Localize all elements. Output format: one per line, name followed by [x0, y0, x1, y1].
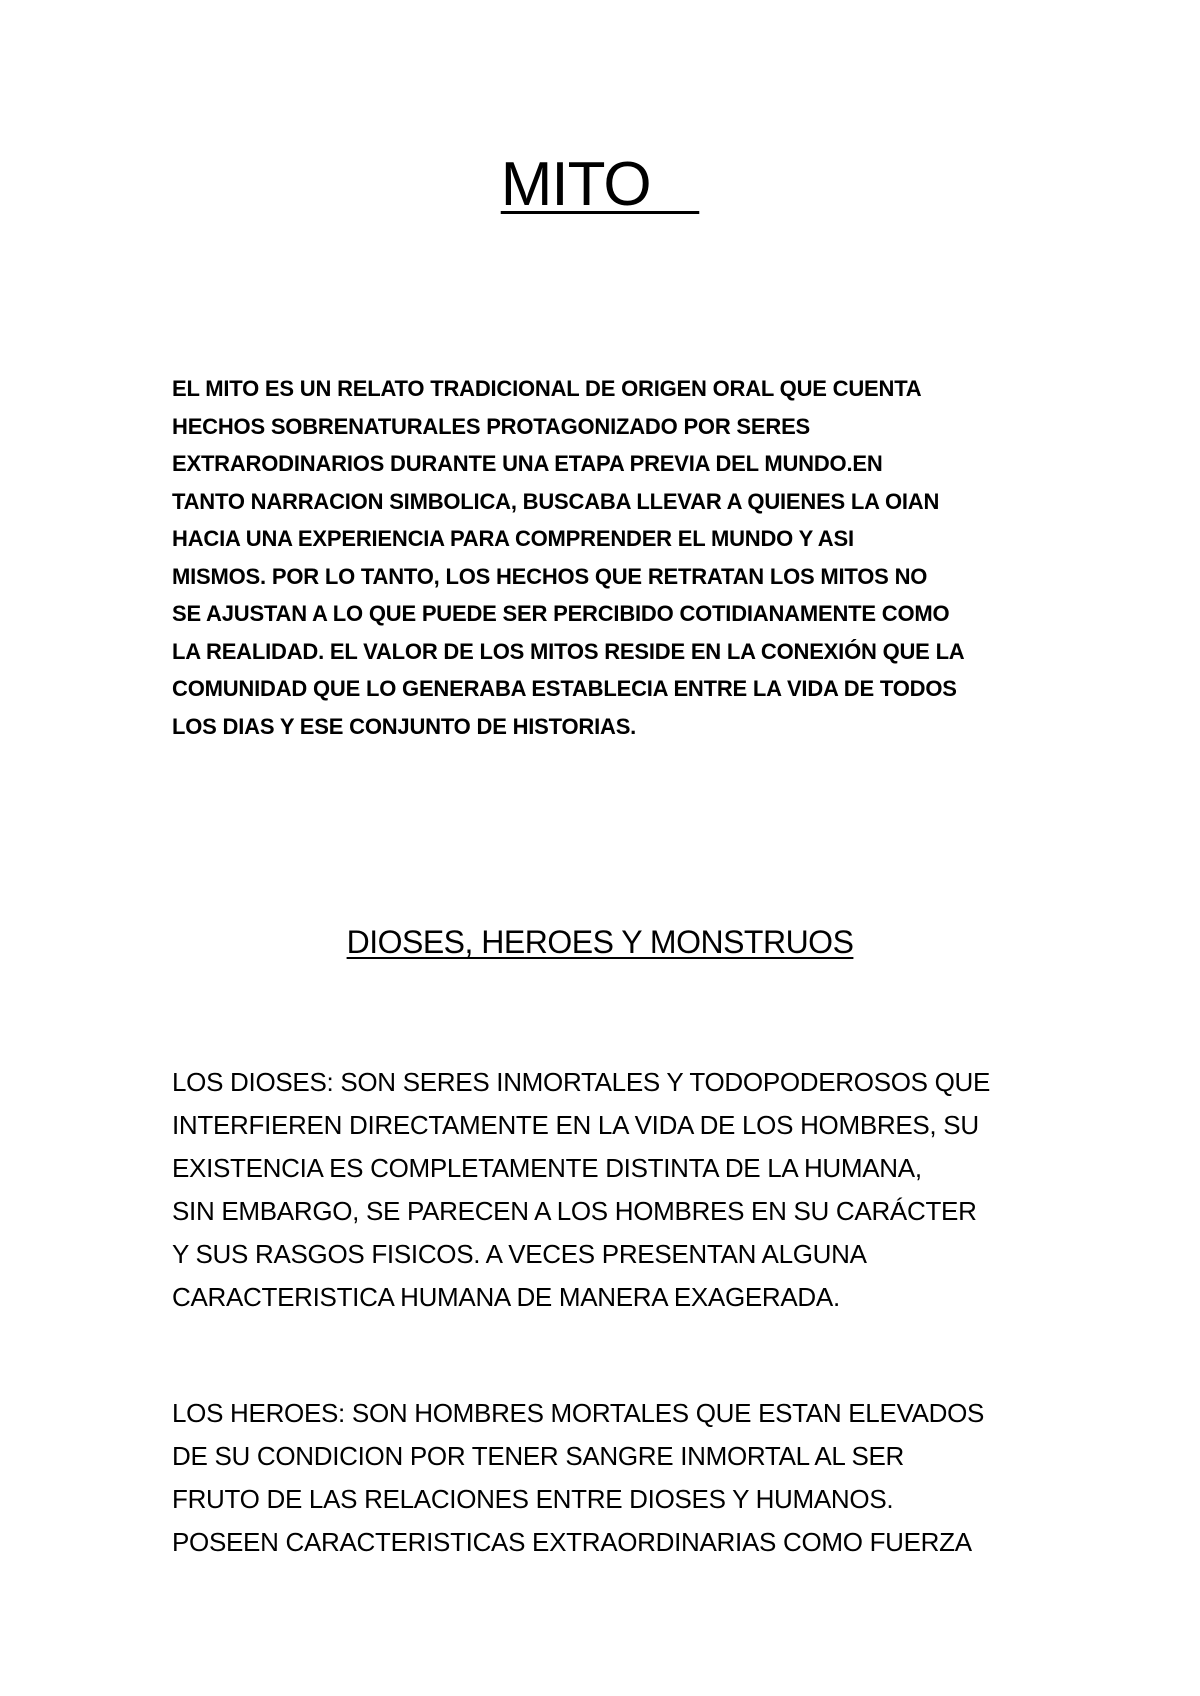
dioses-line: EXISTENCIA ES COMPLETAMENTE DISTINTA DE LA HUMANA,: [172, 1153, 922, 1183]
dioses-line: Y SUS RASGOS FISICOS. A VECES PRESENTAN ALGUNA: [172, 1239, 867, 1269]
intro-line: LA REALIDAD. EL VALOR DE LOS MITOS RESIDE EN LA CONEXIÓN QUE LA: [172, 638, 965, 664]
heroes-line: POSEEN CARACTERISTICAS EXTRAORDINARIAS COMO FUERZA: [172, 1527, 972, 1557]
intro-line: EXTRARODINARIOS DURANTE UNA ETAPA PREVIA DEL MUNDO.EN: [172, 451, 883, 476]
intro-paragraph: [172, 370, 1032, 745]
section-heading: [0, 922, 1200, 962]
heroes-paragraph: [172, 1392, 1052, 1564]
document-title: [0, 150, 1200, 220]
heroes-line: FRUTO DE LAS RELACIONES ENTRE DIOSES Y HUMANOS.: [172, 1484, 894, 1514]
dioses-line: INTERFIEREN DIRECTAMENTE EN LA VIDA DE LOS HOMBRES, SU: [172, 1110, 979, 1140]
intro-line: HACIA UNA EXPERIENCIA PARA COMPRENDER EL MUNDO Y ASI: [172, 526, 854, 551]
intro-line: COMUNIDAD QUE LO GENERABA ESTABLECIA ENTRE LA VIDA DE TODOS: [172, 676, 957, 701]
intro-line: EL MITO ES UN RELATO TRADICIONAL DE ORIGEN ORAL QUE CUENTA: [172, 376, 922, 401]
heroes-line: DE SU CONDICION POR TENER SANGRE INMORTAL AL SER: [172, 1441, 905, 1471]
intro-line: MISMOS. POR LO TANTO, LOS HECHOS QUE RETRATAN LOS MITOS NO: [172, 563, 928, 589]
section-heading-text: DIOSES, HEROES Y MONSTRUOS: [346, 924, 854, 960]
dioses-line: CARACTERISTICA HUMANA DE MANERA EXAGERADA.: [172, 1282, 840, 1312]
dioses-paragraph: [172, 1061, 1052, 1319]
dioses-line: SIN EMBARGO, SE PARECEN A LOS HOMBRES EN SU CARÁCTER: [172, 1196, 977, 1226]
intro-line: SE AJUSTAN A LO QUE PUEDE SER PERCIBIDO COTIDIANAMENTE COMO: [172, 601, 950, 626]
intro-line: HECHOS SOBRENATURALES PROTAGONIZADO POR SERES: [172, 413, 811, 439]
intro-line: LOS DIAS Y ESE CONJUNTO DE HISTORIAS.: [172, 713, 637, 739]
document-title-text: MITO: [500, 150, 700, 219]
dioses-line: LOS DIOSES: SON SERES INMORTALES Y TODOPODEROSOS QUE: [172, 1067, 991, 1097]
intro-line: TANTO NARRACION SIMBOLICA, BUSCABA LLEVAR A QUIENES LA OIAN: [172, 488, 940, 514]
heroes-line: LOS HEROES: SON HOMBRES MORTALES QUE ESTAN ELEVADOS: [172, 1398, 985, 1428]
